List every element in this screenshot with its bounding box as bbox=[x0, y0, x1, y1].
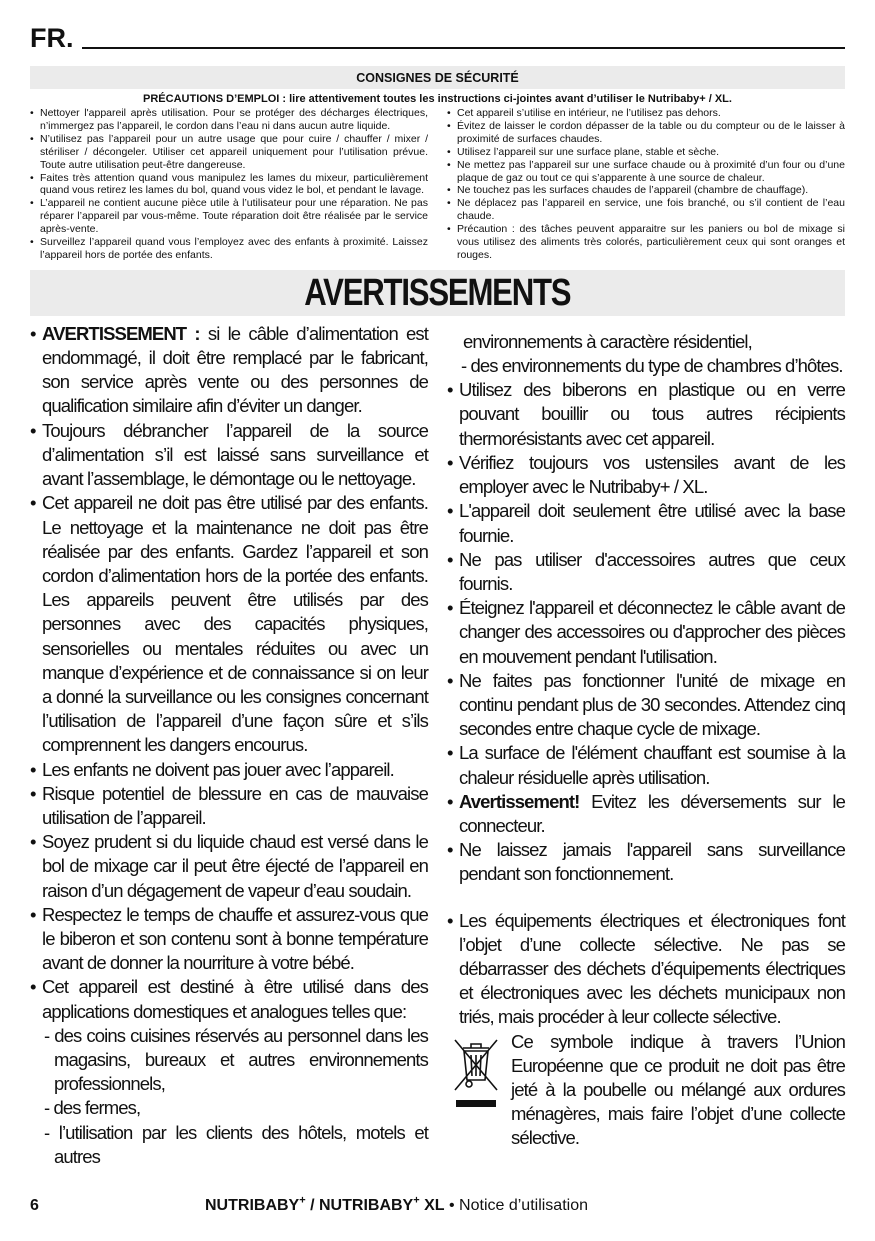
footer-title bbox=[205, 1194, 588, 1215]
safety-left-list bbox=[30, 107, 428, 262]
sub-item: - des environnements du type de chambres d’hôtes. bbox=[461, 355, 843, 377]
warnings-columns bbox=[30, 316, 845, 1169]
list-item: • Ne déplacez pas l’appareil en service, une fois branché, ou s’il contient de l’eau chaude. bbox=[447, 197, 845, 223]
weee-text: Ce symbole indique à travers l’Union Européenne que ce produit ne doit pas être jeté à la poubelle ou mélangé aux ordures ménagères, mais faire l’objet d’une collecte sélective. bbox=[511, 1030, 845, 1149]
list-item: • Respectez le temps de chauffe et assurez-vous que le biberon et son contenu sont à bonne température avant de donner la nourriture à votre bébé. bbox=[30, 903, 428, 976]
list-item: • Utilisez des biberons en plastique ou en verre pouvant bouillir ou tous autres récipients thermorésistants avec cet appareil. bbox=[447, 378, 845, 451]
brand-separator: / bbox=[305, 1197, 319, 1214]
list-item: • Ne touchez pas les surfaces chaudes de l’appareil (chambre de chauffage). bbox=[447, 184, 845, 197]
manual-label: • Notice d’utilisation bbox=[444, 1197, 588, 1214]
list-item: • Risque potentiel de blessure en cas de mauvaise utilisation de l’appareil. bbox=[30, 782, 428, 830]
brand-xl: XL bbox=[419, 1197, 445, 1214]
sub-item-continued: environnements à caractère résidentiel, bbox=[463, 330, 752, 352]
brand-plus: + bbox=[299, 1194, 306, 1207]
warning-label: AVERTISSEMENT : bbox=[42, 322, 200, 344]
warnings-right-list bbox=[447, 330, 845, 1169]
list-item: • Surveillez l’appareil quand vous l’employez avec des enfants à proximité. Laissez l’appareil hors de portée des enfants. bbox=[30, 236, 428, 262]
list-item: • Les enfants ne doivent pas jouer avec l’appareil. bbox=[30, 758, 428, 782]
language-header bbox=[30, 22, 845, 54]
list-item: • Éteignez l'appareil et déconnectez le câble avant de changer des accessoires ou d'approcher des pièces en mouvement pendant l'utilisation. bbox=[447, 596, 845, 669]
warning-label: Avertissement! bbox=[459, 790, 580, 812]
precaution-line: PRÉCAUTIONS D’EMPLOI : lire attentivement toutes les instructions ci-jointes avant d’utiliser le Nutribaby+ / XL. bbox=[143, 93, 732, 105]
warnings-left-list bbox=[30, 322, 428, 1169]
sub-item: - l’utilisation par les clients des hôtels, motels et autres bbox=[44, 1121, 428, 1167]
list-item: • Ne laissez jamais l'appareil sans surveillance pendant son fonctionnement. bbox=[447, 838, 845, 886]
list-item: • Faites très attention quand vous manipulez les lames du mixeur, particulièrement quand vous retirez les lames du bol, quand vous videz le bol, et pendant le lavage. bbox=[30, 172, 428, 198]
brand-plus-xl: + bbox=[413, 1194, 420, 1207]
brand-name-xl: NUTRIBABY bbox=[319, 1197, 414, 1214]
sub-item: - des fermes, bbox=[44, 1097, 141, 1119]
warning-text: si le câble d’alimentation est endommagé, il doit être remplacé par le fabricant, son service après vente ou des personnes de qualification similaire afin d’éviter un danger. bbox=[42, 322, 428, 417]
warnings-banner bbox=[30, 270, 845, 316]
safety-right-list bbox=[447, 107, 845, 262]
list-item: • Précaution : des tâches peuvent apparaitre sur les paniers ou bol de mixage si vous utilisez des aliments très colorés, particulièrement ceux qui sont oranges et rouges. bbox=[447, 223, 845, 262]
crossed-out-wheelie-bin-icon bbox=[449, 1034, 503, 1114]
list-item: • Toujours débrancher l’appareil de la source d’alimentation s’il est laissé sans surveillance et avant l’assemblage, le démontage ou le nettoyage. bbox=[30, 419, 428, 492]
list-item: • Ne mettez pas l’appareil sur une surface chaude ou à proximité d’un four ou d’une plaque de gaz ou tout ce qui s’apparente à une source de chaleur. bbox=[447, 159, 845, 185]
sub-item: - des coins cuisines réservés au personnel dans les magasins, bureaux et autres environnements professionnels, bbox=[44, 1024, 428, 1095]
weee-block bbox=[447, 1030, 845, 1151]
list-item: • Soyez prudent si du liquide chaud est versé dans le bol de mixage car il peut être éjecté de l’appareil en raison d’un dégagement de vapeur d’eau soudain. bbox=[30, 830, 428, 903]
list-item: • Cet appareil est destiné à être utilisé dans des applications domestiques et analogues telles que: bbox=[30, 975, 428, 1023]
list-item bbox=[447, 790, 845, 838]
list-item: • Évitez de laisser le cordon dépasser de la table ou du compteur ou de le laisser à proximité de surfaces chaudes. bbox=[447, 120, 845, 146]
page-footer bbox=[30, 1193, 845, 1219]
list-item: • Cet appareil s’utilise en intérieur, ne l’utilisez pas dehors. bbox=[447, 107, 845, 120]
header-rule bbox=[82, 47, 846, 49]
spacer bbox=[447, 887, 845, 909]
page-number: 6 bbox=[30, 1197, 39, 1214]
manual-page bbox=[30, 22, 845, 1169]
list-item: • Utilisez l’appareil sur une surface plane, stable et sèche. bbox=[447, 146, 845, 159]
language-code: FR. bbox=[30, 23, 74, 53]
list-item: • Ne pas utiliser d'accessoires autres que ceux fournis. bbox=[447, 548, 845, 596]
list-item: • Cet appareil ne doit pas être utilisé par des enfants. Le nettoyage et la maintenance ne doit pas être réalisée par des enfants. Gardez l’appareil et son cordon d’alimentation hors de la portée des enfants. Les appareils peuvent être utilisés par des personnes avec des capacités physiques, sensorielles ou mentales réduites ou avec un manque d’expérience et de connaissance si on leur a donné la surveillance ou les consignes concernant l’utilisation de l’appareil d’une façon sûre et s’ils comprennent les dangers encourus. bbox=[30, 491, 428, 757]
list-item: • Nettoyer l'appareil après utilisation. Pour se protéger des décharges électriques, n’immergez pas l’appareil, le cordon dans l’eau ni dans aucun autre liquide. bbox=[30, 107, 428, 133]
warnings-title: AVERTISSEMENTS bbox=[304, 271, 571, 314]
safety-title: CONSIGNES DE SÉCURITÉ bbox=[30, 66, 845, 89]
list-item bbox=[30, 322, 428, 419]
brand-name: NUTRIBABY bbox=[205, 1197, 300, 1214]
list-item: • N’utilisez pas l’appareil pour un autre usage que pour cuire / chauffer / mixer / stériliser / décongeler. Utiliser cet appareil uniquement pour l’utilisation prévue. Toute autre utilisation peut-être dangereuse. bbox=[30, 133, 428, 172]
list-item: • Les équipements électriques et électroniques font l’objet d’une collecte sélective. Ne pas se débarrasser des déchets d’équipements électriques et électroniques avec les déchets municipaux non triés, mais procéder à leur collecte sélective. bbox=[447, 909, 845, 1030]
list-item: • Vérifiez toujours vos ustensiles avant de les employer avec le Nutribaby+ / XL. bbox=[447, 451, 845, 499]
list-item: • Ne faites pas fonctionner l'unité de mixage en continu pendant plus de 30 secondes. Attendez cinq secondes entre chaque cycle de mixage. bbox=[447, 669, 845, 742]
list-item: • L'appareil doit seulement être utilisé avec la base fournie. bbox=[447, 499, 845, 547]
list-item: • La surface de l'élément chauffant est soumise à la chaleur résiduelle après utilisation. bbox=[447, 741, 845, 789]
safety-columns bbox=[30, 105, 845, 262]
list-item: • L’appareil ne contient aucune pièce utile à l’utilisateur pour une réparation. Ne pas réparer l’appareil par vous-même. Toute réparation doit être réalisée par le service après-vente. bbox=[30, 197, 428, 236]
warning-text: Evitez les déversements sur le connecteur. bbox=[459, 790, 845, 836]
